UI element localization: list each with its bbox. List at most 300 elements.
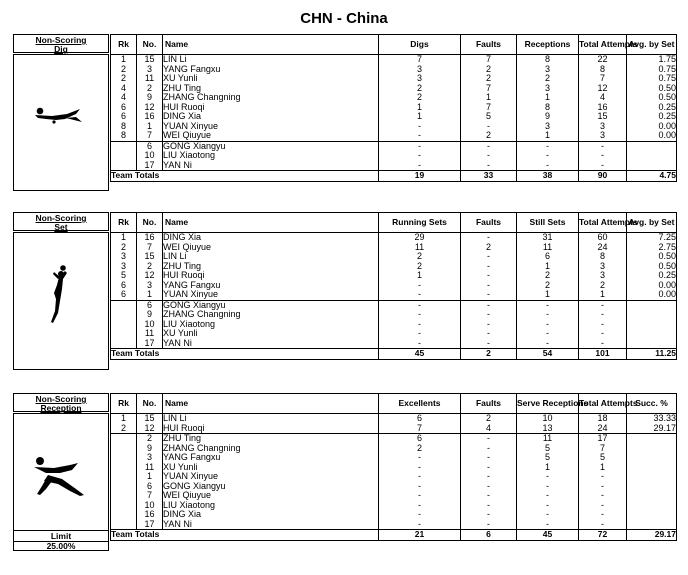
table-cell: -	[579, 482, 627, 492]
column-header: Serve Receptions	[517, 394, 579, 414]
column-header: Rk	[111, 213, 137, 233]
table-cell: HUI Ruoqi	[163, 271, 379, 281]
table-cell: -	[461, 510, 517, 520]
table-cell: XU Yunli	[163, 463, 379, 473]
section-label	[13, 34, 109, 53]
table-cell: 0.00	[627, 131, 677, 141]
table-cell: ZHANG Changning	[163, 444, 379, 454]
table-cell: 6	[137, 300, 163, 310]
section-label-line1: Non-Scoring	[35, 213, 87, 223]
table-cell: 10	[137, 501, 163, 511]
table-cell: 1	[517, 463, 579, 473]
table-cell: -	[517, 329, 579, 339]
stats-table	[110, 212, 677, 360]
table-cell: 17	[137, 520, 163, 530]
table-cell: 1	[579, 463, 627, 473]
table-cell: 3	[379, 74, 461, 84]
table-cell	[627, 434, 677, 444]
table-cell: 1	[461, 93, 517, 103]
table-cell: -	[461, 141, 517, 151]
table-cell: -	[461, 310, 517, 320]
table-cell: -	[379, 501, 461, 511]
column-header: Name	[163, 213, 379, 233]
table-cell: 3	[137, 65, 163, 75]
table-cell: WEI Qiuyue	[163, 491, 379, 501]
table-cell: ZHANG Changning	[163, 93, 379, 103]
table-cell: WEI Qiuyue	[163, 131, 379, 141]
column-header: Faults	[461, 35, 517, 55]
column-header: Digs	[379, 35, 461, 55]
table-cell: -	[517, 510, 579, 520]
table-cell: 11	[137, 463, 163, 473]
table-cell: -	[461, 320, 517, 330]
table-cell: -	[461, 300, 517, 310]
table-cell	[111, 482, 137, 492]
table-cell: -	[461, 482, 517, 492]
table-cell: -	[517, 161, 579, 171]
table-cell: -	[517, 339, 579, 349]
table-cell: 31	[517, 233, 579, 243]
table-cell	[627, 510, 677, 520]
table-cell: YANG Fangxu	[163, 281, 379, 291]
table-cell: 6	[111, 112, 137, 122]
table-cell: 16	[137, 112, 163, 122]
column-header: Total Attempts	[579, 35, 627, 55]
table-cell: 1	[137, 472, 163, 482]
table-cell: -	[379, 310, 461, 320]
table-cell: -	[517, 520, 579, 530]
table-cell: -	[461, 491, 517, 501]
table-cell: -	[579, 472, 627, 482]
table-cell: 3	[137, 453, 163, 463]
table-cell	[111, 151, 137, 161]
table-cell: 12	[137, 424, 163, 434]
table-row	[111, 339, 677, 349]
team-totals-row	[111, 171, 677, 182]
table-cell	[111, 329, 137, 339]
table-cell: 3	[517, 84, 579, 94]
table-cell: 2	[137, 262, 163, 272]
table-cell: 1	[111, 233, 137, 243]
table-cell	[111, 161, 137, 171]
table-cell: 2	[111, 243, 137, 253]
team-totals-cell: 29.17	[627, 530, 677, 541]
section-label-line2: Dig	[54, 44, 68, 54]
table-cell: 11	[517, 434, 579, 444]
table-cell: 11	[137, 329, 163, 339]
table-cell: XU Yunli	[163, 74, 379, 84]
table-cell: 9	[517, 112, 579, 122]
table-cell: HUI Ruoqi	[163, 424, 379, 434]
table-cell: 2	[379, 252, 461, 262]
table-cell: 18	[579, 414, 627, 424]
table-cell: 3	[517, 122, 579, 132]
table-cell: -	[517, 141, 579, 151]
table-cell: -	[379, 141, 461, 151]
column-header: No.	[137, 213, 163, 233]
table-cell: 0.00	[627, 290, 677, 300]
team-totals-cell: 11.25	[627, 349, 677, 360]
table-cell: GONG Xiangyu	[163, 141, 379, 151]
column-header: Excellents	[379, 394, 461, 414]
table-cell	[627, 320, 677, 330]
table-cell: 2	[461, 414, 517, 424]
column-header: Total Attempts	[579, 213, 627, 233]
table-cell: YAN Ni	[163, 520, 379, 530]
table-cell	[111, 463, 137, 473]
table-cell: -	[461, 463, 517, 473]
table-header-row	[111, 35, 677, 55]
table-cell: 8	[517, 55, 579, 65]
team-totals-cell: 4.75	[627, 171, 677, 182]
stats-table	[110, 34, 677, 182]
table-cell: 11	[517, 243, 579, 253]
table-cell: 12	[137, 271, 163, 281]
table-cell	[111, 300, 137, 310]
table-cell: YAN Ni	[163, 161, 379, 171]
table-cell: -	[379, 472, 461, 482]
table-cell: -	[461, 444, 517, 454]
table-cell: 1	[137, 122, 163, 132]
table-cell	[111, 434, 137, 444]
table-cell: 9	[137, 310, 163, 320]
table-cell: 17	[579, 434, 627, 444]
table-cell	[627, 310, 677, 320]
table-cell: LIN Li	[163, 414, 379, 424]
stats-table	[110, 393, 677, 541]
table-cell: 10	[517, 414, 579, 424]
table-row	[111, 414, 677, 424]
table-cell: 0.50	[627, 84, 677, 94]
column-header: No.	[137, 35, 163, 55]
table-cell: -	[379, 520, 461, 530]
table-cell: 3	[379, 65, 461, 75]
table-cell: 16	[137, 510, 163, 520]
table-row	[111, 520, 677, 530]
table-cell: 0.00	[627, 122, 677, 132]
table-cell: -	[461, 329, 517, 339]
table-cell: 3	[579, 131, 627, 141]
table-cell: 5	[517, 444, 579, 454]
team-totals-cell: 33	[461, 171, 517, 182]
section-label	[13, 212, 109, 231]
table-cell: 2	[111, 65, 137, 75]
table-cell: 1	[517, 131, 579, 141]
table-cell: -	[461, 290, 517, 300]
table-cell: 2	[137, 434, 163, 444]
table-cell	[111, 491, 137, 501]
column-header: Name	[163, 35, 379, 55]
table-cell: -	[379, 491, 461, 501]
table-cell	[627, 329, 677, 339]
table-cell: 0.25	[627, 112, 677, 122]
table-cell: 1	[137, 290, 163, 300]
column-header: No.	[137, 394, 163, 414]
table-cell: 17	[137, 161, 163, 171]
table-cell: 7.25	[627, 233, 677, 243]
table-cell: 2	[379, 262, 461, 272]
table-cell: 16	[137, 233, 163, 243]
table-cell: 2	[461, 243, 517, 253]
dig-player-icon	[32, 105, 88, 127]
table-cell: 3	[579, 262, 627, 272]
table-cell	[627, 463, 677, 473]
column-header: Avg. by Set	[627, 35, 677, 55]
table-cell: 1	[111, 55, 137, 65]
table-cell: -	[579, 491, 627, 501]
table-cell: 0.50	[627, 252, 677, 262]
table-cell: 7	[461, 84, 517, 94]
table-cell: 8	[579, 65, 627, 75]
team-totals-label: Team Totals	[111, 530, 379, 541]
section-label-line1: Non-Scoring	[35, 35, 87, 45]
table-row	[111, 434, 677, 444]
table-cell: LIU Xiaotong	[163, 151, 379, 161]
table-cell: -	[579, 339, 627, 349]
table-cell: 33.33	[627, 414, 677, 424]
table-cell: LIN Li	[163, 252, 379, 262]
table-cell: -	[379, 151, 461, 161]
table-cell: -	[579, 520, 627, 530]
table-cell: 7	[579, 74, 627, 84]
table-cell: 7	[379, 55, 461, 65]
table-cell: 1	[111, 414, 137, 424]
table-cell: 3	[579, 271, 627, 281]
team-totals-cell: 2	[461, 349, 517, 360]
table-cell: 16	[579, 103, 627, 113]
table-cell: 8	[111, 131, 137, 141]
table-cell	[627, 482, 677, 492]
limit-label: Limit	[50, 531, 72, 541]
table-cell	[111, 520, 137, 530]
table-cell: -	[461, 453, 517, 463]
limit-value: 25.00%	[13, 541, 109, 551]
table-cell: 7	[137, 491, 163, 501]
table-cell: 5	[461, 112, 517, 122]
team-totals-cell: 72	[579, 530, 627, 541]
table-row	[111, 424, 677, 434]
table-cell: WEI Qiuyue	[163, 243, 379, 253]
column-header: Rk	[111, 394, 137, 414]
table-cell: -	[517, 491, 579, 501]
table-cell: 1	[517, 290, 579, 300]
table-cell: 4	[111, 84, 137, 94]
table-cell: 13	[517, 424, 579, 434]
table-cell: 3	[137, 281, 163, 291]
table-cell	[111, 141, 137, 151]
table-cell: LIU Xiaotong	[163, 501, 379, 511]
table-cell: -	[461, 262, 517, 272]
table-cell: 5	[111, 271, 137, 281]
table-cell: 22	[579, 55, 627, 65]
table-cell	[111, 501, 137, 511]
table-cell: -	[517, 501, 579, 511]
table-cell: DING Xia	[163, 233, 379, 243]
table-cell	[627, 339, 677, 349]
table-cell: -	[379, 290, 461, 300]
table-cell: 1	[379, 112, 461, 122]
table-cell: 0.25	[627, 103, 677, 113]
table-cell	[627, 453, 677, 463]
table-cell	[627, 472, 677, 482]
table-cell: 15	[137, 414, 163, 424]
table-header-row	[111, 213, 677, 233]
table-cell: -	[461, 161, 517, 171]
table-cell: 15	[137, 55, 163, 65]
table-cell: 2	[137, 84, 163, 94]
table-cell	[111, 510, 137, 520]
limit-box	[13, 530, 109, 551]
team-totals-cell: 6	[461, 530, 517, 541]
table-cell: 6	[111, 103, 137, 113]
table-cell: 6	[517, 252, 579, 262]
table-cell: -	[517, 151, 579, 161]
table-cell: 2	[517, 271, 579, 281]
table-cell: YUAN Xinyue	[163, 122, 379, 132]
table-cell: -	[579, 310, 627, 320]
table-row	[111, 233, 677, 243]
table-cell: 4	[579, 93, 627, 103]
table-row	[111, 510, 677, 520]
team-totals-row	[111, 349, 677, 360]
table-row	[111, 329, 677, 339]
table-cell: 2	[517, 74, 579, 84]
table-cell: 2	[379, 93, 461, 103]
table-row	[111, 131, 677, 141]
table-cell	[111, 444, 137, 454]
table-cell: -	[379, 122, 461, 132]
table-cell: -	[579, 510, 627, 520]
table-cell: -	[461, 151, 517, 161]
table-cell: 5	[579, 453, 627, 463]
table-cell: -	[461, 339, 517, 349]
section-label-line2: Reception	[40, 403, 82, 413]
team-totals-cell: 21	[379, 530, 461, 541]
table-cell: 2	[579, 281, 627, 291]
table-cell: 24	[579, 243, 627, 253]
table-cell	[627, 151, 677, 161]
table-cell	[627, 444, 677, 454]
table-cell: -	[517, 310, 579, 320]
table-cell: 2	[461, 131, 517, 141]
team-totals-cell: 19	[379, 171, 461, 182]
table-cell: 3	[517, 65, 579, 75]
team-totals-cell: 90	[579, 171, 627, 182]
table-cell: -	[461, 271, 517, 281]
table-cell: 7	[379, 424, 461, 434]
table-cell: -	[461, 252, 517, 262]
table-cell: -	[579, 300, 627, 310]
table-cell: 10	[137, 151, 163, 161]
table-cell: ZHANG Changning	[163, 310, 379, 320]
table-cell: 0.75	[627, 74, 677, 84]
table-cell: -	[461, 281, 517, 291]
table-cell: -	[379, 329, 461, 339]
table-cell: 1	[379, 271, 461, 281]
table-cell	[627, 520, 677, 530]
table-cell: 60	[579, 233, 627, 243]
column-header: Faults	[461, 394, 517, 414]
table-cell: 8	[111, 122, 137, 132]
table-cell: 3	[111, 252, 137, 262]
team-totals-cell: 38	[517, 171, 579, 182]
column-header: Running Sets	[379, 213, 461, 233]
table-cell: 12	[137, 103, 163, 113]
table-cell: -	[461, 472, 517, 482]
table-cell: -	[461, 122, 517, 132]
table-cell: 15	[137, 252, 163, 262]
table-cell: 2.75	[627, 243, 677, 253]
table-cell: -	[461, 520, 517, 530]
section-label-line1: Non-Scoring	[35, 394, 87, 404]
table-cell: 11	[379, 243, 461, 253]
table-cell: 10	[137, 320, 163, 330]
table-cell: -	[579, 501, 627, 511]
table-cell: ZHU Ting	[163, 262, 379, 272]
table-cell: -	[379, 510, 461, 520]
table-cell: ZHU Ting	[163, 434, 379, 444]
team-totals-label: Team Totals	[111, 171, 379, 182]
table-cell	[627, 141, 677, 151]
column-header: Faults	[461, 213, 517, 233]
table-cell: HUI Ruoqi	[163, 103, 379, 113]
table-cell: -	[379, 300, 461, 310]
table-cell: 1.75	[627, 55, 677, 65]
table-cell: 29.17	[627, 424, 677, 434]
column-header: Avg. by Set	[627, 213, 677, 233]
table-cell: 1	[517, 262, 579, 272]
table-cell: -	[379, 339, 461, 349]
table-row	[111, 151, 677, 161]
table-cell: DING Xia	[163, 510, 379, 520]
table-cell: 4	[111, 93, 137, 103]
table-cell: 2	[111, 424, 137, 434]
table-cell: -	[379, 482, 461, 492]
table-cell: 2	[461, 65, 517, 75]
table-cell: YUAN Xinyue	[163, 472, 379, 482]
table-cell: -	[461, 233, 517, 243]
table-cell: 8	[517, 103, 579, 113]
set-player-icon	[48, 265, 72, 327]
table-cell: -	[379, 463, 461, 473]
table-cell: 8	[579, 252, 627, 262]
table-cell	[111, 453, 137, 463]
table-cell: 7	[137, 131, 163, 141]
table-cell: 11	[137, 74, 163, 84]
table-cell: 0.00	[627, 281, 677, 291]
table-cell: -	[579, 141, 627, 151]
table-header-row	[111, 394, 677, 414]
table-cell: 3	[579, 122, 627, 132]
table-cell: 9	[137, 93, 163, 103]
table-cell: 2	[111, 74, 137, 84]
table-cell: 5	[517, 453, 579, 463]
table-cell	[627, 491, 677, 501]
table-cell: -	[517, 482, 579, 492]
table-cell: YANG Fangxu	[163, 453, 379, 463]
table-cell	[111, 339, 137, 349]
table-cell: -	[379, 453, 461, 463]
team-totals-cell: 45	[379, 349, 461, 360]
section-label-line2: Set	[54, 222, 68, 232]
table-cell: 2	[379, 84, 461, 94]
table-cell: -	[461, 434, 517, 444]
table-row	[111, 243, 677, 253]
team-totals-cell: 101	[579, 349, 627, 360]
table-cell: 12	[579, 84, 627, 94]
table-cell: -	[579, 329, 627, 339]
table-cell: 7	[579, 444, 627, 454]
